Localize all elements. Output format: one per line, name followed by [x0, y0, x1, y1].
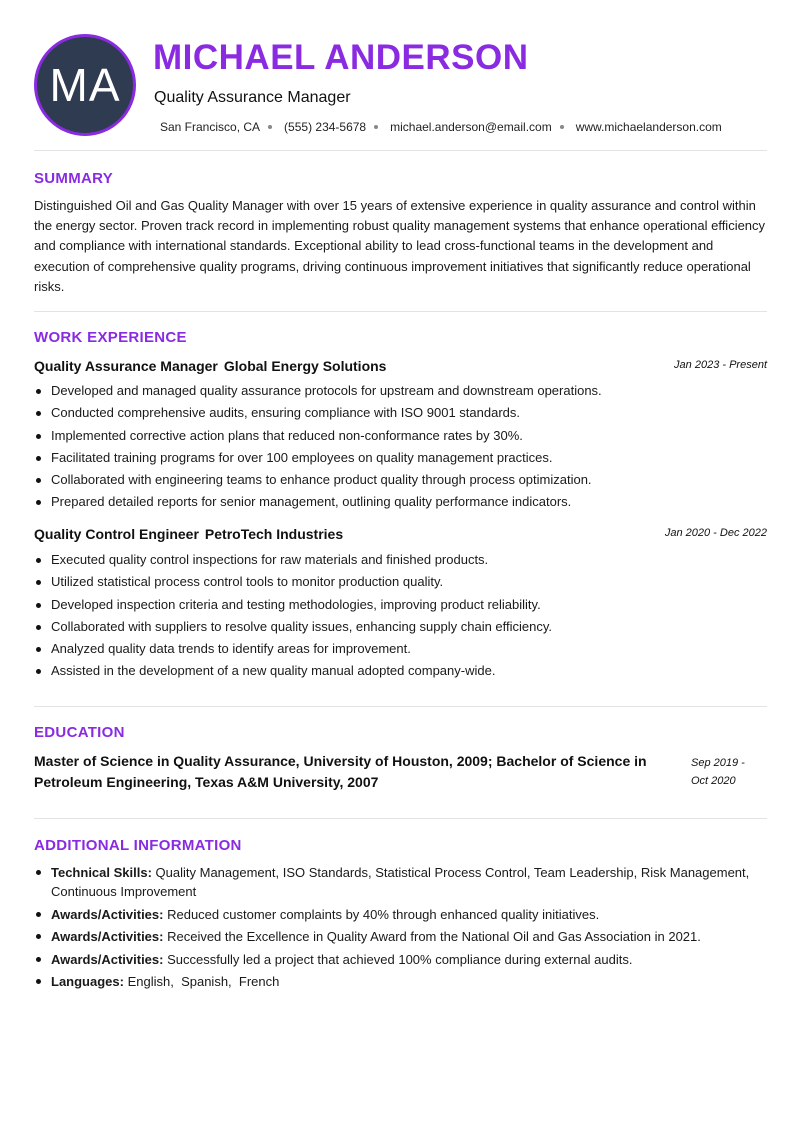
summary-heading: SUMMARY: [34, 170, 114, 187]
divider: [34, 706, 767, 707]
avatar-initials: MA: [49, 59, 121, 111]
separator-dot-icon: [374, 125, 378, 129]
education-dates-start: Sep 2019 -: [691, 757, 745, 769]
job-role: Quality Control Engineer: [34, 526, 199, 542]
avatar: [34, 34, 136, 136]
job-bullet-list: [34, 549, 767, 683]
item-text: English, Spanish, French: [127, 974, 280, 989]
education-dates: [691, 754, 761, 790]
experience-heading: WORK EXPERIENCE: [34, 329, 187, 346]
additional-list: [34, 863, 767, 995]
candidate-title: Quality Assurance Manager: [154, 89, 351, 106]
list-item: Executed quality control inspections for raw materials and finished products.: [34, 549, 767, 571]
job-role: Quality Assurance Manager: [34, 358, 218, 374]
list-item: Prepared detailed reports for senior management, outlining quality performance indicators.: [34, 491, 767, 513]
list-item: Assisted in the development of a new quality manual adopted company-wide.: [34, 660, 767, 682]
item-text: Reduced customer complaints by 40% through enhanced quality initiatives.: [167, 906, 600, 922]
additional-heading: ADDITIONAL INFORMATION: [34, 837, 242, 854]
list-item: [34, 950, 767, 969]
separator-dot-icon: [268, 125, 272, 129]
list-item: [34, 863, 767, 901]
list-item: Facilitated training programs for over 100 employees on quality management practices.: [34, 447, 767, 469]
contact-phone: (555) 234-5678: [284, 120, 367, 134]
divider: [34, 818, 767, 819]
item-text: Successfully led a project that achieved 100% compliance during external audits.: [167, 951, 633, 967]
contact-bar: [160, 120, 722, 134]
item-label: Awards/Activities:: [51, 951, 164, 967]
job-dates: Jan 2023 - Present: [674, 359, 767, 371]
list-item: [34, 972, 767, 991]
job-dates: Jan 2020 - Dec 2022: [664, 527, 767, 539]
candidate-name: MICHAEL ANDERSON: [153, 38, 529, 77]
job-header: [34, 358, 767, 376]
list-item: Collaborated with engineering teams to enhance product quality through process optimization.: [34, 469, 767, 491]
contact-email[interactable]: michael.anderson@email.com: [390, 120, 552, 134]
list-item: Developed inspection criteria and testing methodologies, improving product reliability.: [34, 594, 767, 616]
item-label: Awards/Activities:: [51, 906, 164, 922]
divider: [34, 150, 767, 151]
item-label: Technical Skills:: [51, 865, 152, 880]
education-degree: Master of Science in Quality Assurance, University of Houston, 2009; Bachelor of Science in Petroleum Engineering, Texas A&M University, 2007: [34, 753, 647, 790]
job-bullet-list: [34, 380, 767, 514]
list-item: Implemented corrective action plans that reduced non-conformance rates by 30%.: [34, 425, 767, 447]
job-header: [34, 526, 767, 544]
list-item: Conducted comprehensive audits, ensuring compliance with ISO 9001 standards.: [34, 402, 767, 424]
list-item: Utilized statistical process control tools to monitor production quality.: [34, 571, 767, 593]
list-item: [34, 927, 767, 946]
list-item: Developed and managed quality assurance protocols for upstream and downstream operations.: [34, 380, 767, 402]
job-company: PetroTech Industries: [204, 526, 344, 542]
contact-location: San Francisco, CA: [160, 120, 261, 134]
item-label: Awards/Activities:: [51, 929, 164, 944]
summary-text: Distinguished Oil and Gas Quality Manager with over 15 years of extensive experience in quality assurance and control within the energy sector. Proven track record in implementing robust quality management systems that enhance operational efficiency and compliance with international standards. Exceptional ability to lead cross-functional teams in the development and execution of comprehensive quality programs, driving continuous improvement initiatives that significantly reduce operational risks.: [34, 198, 766, 294]
item-text: Quality Management, ISO Standards, Statistical Process Control, Team Leadership, Risk Management, Continuous Improvement: [51, 865, 750, 899]
list-item: Analyzed quality data trends to identify areas for improvement.: [34, 638, 767, 660]
item-text: Received the Excellence in Quality Award from the National Oil and Gas Association in 2021.: [167, 929, 701, 944]
education-dates-end: Oct 2020: [691, 775, 736, 787]
list-item: Collaborated with suppliers to resolve quality issues, enhancing supply chain efficiency.: [34, 616, 767, 638]
divider: [34, 311, 767, 312]
job-company: Global Energy Solutions: [223, 358, 387, 374]
contact-website[interactable]: www.michaelanderson.com: [575, 120, 722, 134]
education-heading: EDUCATION: [34, 724, 125, 741]
separator-dot-icon: [560, 125, 564, 129]
item-label: Languages:: [51, 974, 124, 989]
list-item: [34, 905, 767, 924]
